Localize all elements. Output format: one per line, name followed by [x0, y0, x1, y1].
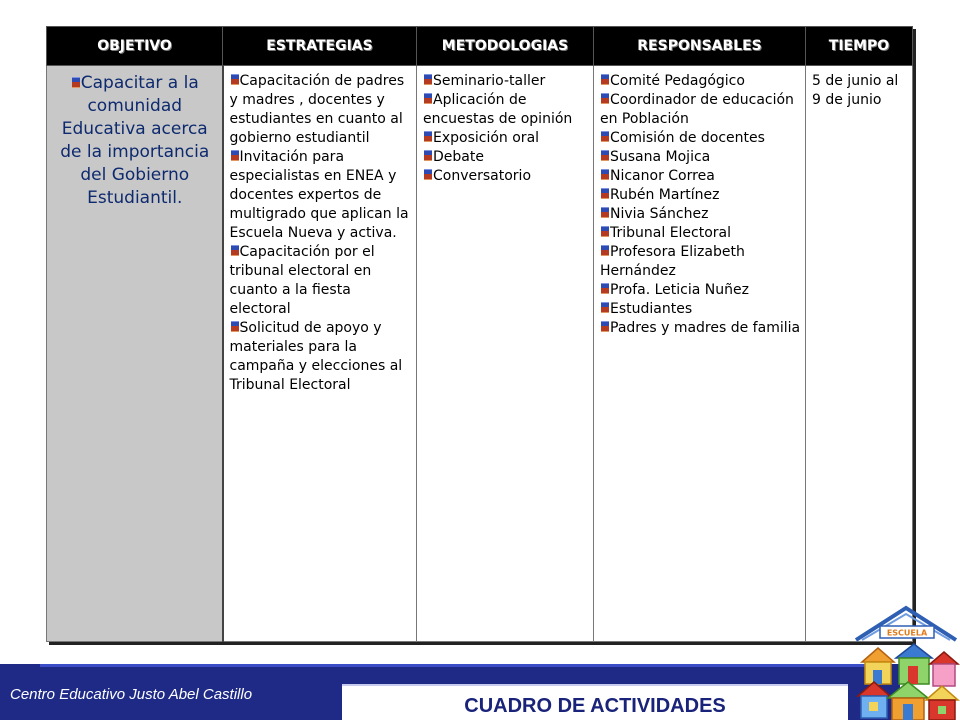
responsible-text: Coordinador de educación en Población — [600, 92, 794, 127]
list-item — [600, 243, 801, 281]
list-item — [423, 72, 589, 91]
responsible-text: Tribunal Electoral — [610, 225, 732, 241]
list-item — [423, 167, 589, 186]
list-item — [600, 319, 801, 338]
flag-bullet-icon — [230, 321, 239, 332]
responsible-text: Nivia Sánchez — [610, 206, 709, 222]
list-item — [230, 72, 413, 148]
methodology-text: Aplicación de encuestas de opinión — [423, 92, 573, 127]
responsible-text: Padres y madres de familia — [610, 320, 801, 336]
flag-bullet-icon — [600, 74, 609, 85]
methodologies-cell — [417, 66, 594, 642]
house-door-icon — [908, 666, 918, 684]
footer-divider — [40, 664, 880, 667]
flag-bullet-icon — [230, 74, 239, 85]
flag-bullet-icon — [600, 188, 609, 199]
activities-table — [46, 26, 913, 642]
responsible-text: Comisión de docentes — [610, 130, 765, 146]
list-item — [600, 300, 801, 319]
list-item — [600, 91, 801, 129]
flag-bullet-icon — [600, 93, 609, 104]
strategy-text: Solicitud de apoyo y materiales para la campaña y elecciones al Tribunal Electoral — [229, 320, 403, 393]
methodology-text: Seminario-taller — [433, 73, 546, 89]
school-name: Centro Educativo Justo Abel Castillo — [10, 686, 253, 703]
house-roof-icon — [930, 652, 958, 664]
list-item — [600, 148, 801, 167]
header-estrategias: ESTRATEGIAS — [223, 27, 417, 66]
methodology-text: Conversatorio — [433, 168, 532, 184]
time-cell — [806, 66, 913, 642]
flag-bullet-icon — [230, 150, 239, 161]
responsible-text: Rubén Martínez — [610, 187, 720, 203]
list-item — [423, 148, 589, 167]
list-item — [600, 224, 801, 243]
flag-bullet-icon — [600, 169, 609, 180]
house-door-icon — [903, 704, 913, 720]
time-text: 5 de junio al 9 de junio — [812, 73, 899, 108]
strategy-text: Invitación para especialistas en ENEA y docentes expertos de multigrado que aplican la Escuela Nueva y activa. — [229, 149, 409, 241]
objective-text: Capacitar a la comunidad Educativa acerca de la importancia del Gobierno Estudiantil. — [60, 73, 210, 208]
school-houses-logo — [852, 600, 960, 720]
flag-bullet-icon — [600, 226, 609, 237]
flag-bullet-icon — [600, 207, 609, 218]
header-tiempo: TIEMPO — [806, 27, 913, 66]
header-responsables: RESPONSABLES — [594, 27, 806, 66]
logo-sign-text: ESCUELA — [886, 628, 928, 638]
list-item — [600, 167, 801, 186]
list-item — [600, 72, 801, 91]
responsible-text: Profesora Elizabeth Hernández — [600, 244, 745, 279]
flag-bullet-icon — [600, 150, 609, 161]
responsible-text: Nicanor Correa — [610, 168, 715, 184]
flag-bullet-icon — [600, 283, 609, 294]
slide-title: CUADRO DE ACTIVIDADES — [342, 684, 848, 720]
list-item — [230, 148, 413, 243]
flag-bullet-icon — [423, 131, 432, 142]
flag-bullet-icon — [71, 77, 80, 88]
flag-bullet-icon — [423, 150, 432, 161]
list-item — [600, 186, 801, 205]
list-item — [600, 281, 801, 300]
flag-bullet-icon — [600, 321, 609, 332]
strategies-cell — [223, 66, 417, 642]
flag-bullet-icon — [600, 245, 609, 256]
flag-bullet-icon — [230, 245, 239, 256]
list-item — [230, 243, 413, 319]
house-window-icon — [938, 706, 946, 714]
responsible-text: Susana Mojica — [610, 149, 711, 165]
flag-bullet-icon — [423, 169, 432, 180]
table-header-row — [47, 27, 913, 66]
methodology-text: Debate — [433, 149, 484, 165]
list-item — [600, 205, 801, 224]
header-metodologias: METODOLOGIAS — [417, 27, 594, 66]
responsible-text: Profa. Leticia Nuñez — [610, 282, 749, 298]
strategy-text: Capacitación de padres y madres , docentes y estudiantes en cuanto al gobierno estudiantil — [229, 73, 405, 146]
list-item — [423, 91, 589, 129]
flag-bullet-icon — [423, 74, 432, 85]
responsible-text: Comité Pedagógico — [610, 73, 745, 89]
list-item — [230, 319, 413, 395]
objective-cell — [47, 66, 223, 642]
strategy-text: Capacitación por el tribunal electoral en cuanto a la fiesta electoral — [229, 244, 375, 317]
flag-bullet-icon — [600, 302, 609, 313]
list-item — [423, 129, 589, 148]
methodology-text: Exposición oral — [433, 130, 540, 146]
header-objetivo: OBJETIVO — [47, 27, 223, 66]
list-item — [600, 129, 801, 148]
house-roof-icon — [926, 686, 958, 700]
house-window-icon — [869, 702, 878, 711]
table-row — [47, 66, 913, 642]
responsible-text: Estudiantes — [610, 301, 693, 317]
flag-bullet-icon — [600, 131, 609, 142]
house-roof-icon — [896, 644, 932, 658]
house-roof-icon — [862, 648, 894, 662]
flag-bullet-icon — [423, 93, 432, 104]
responsibles-cell — [594, 66, 806, 642]
house-body-icon — [933, 664, 955, 686]
